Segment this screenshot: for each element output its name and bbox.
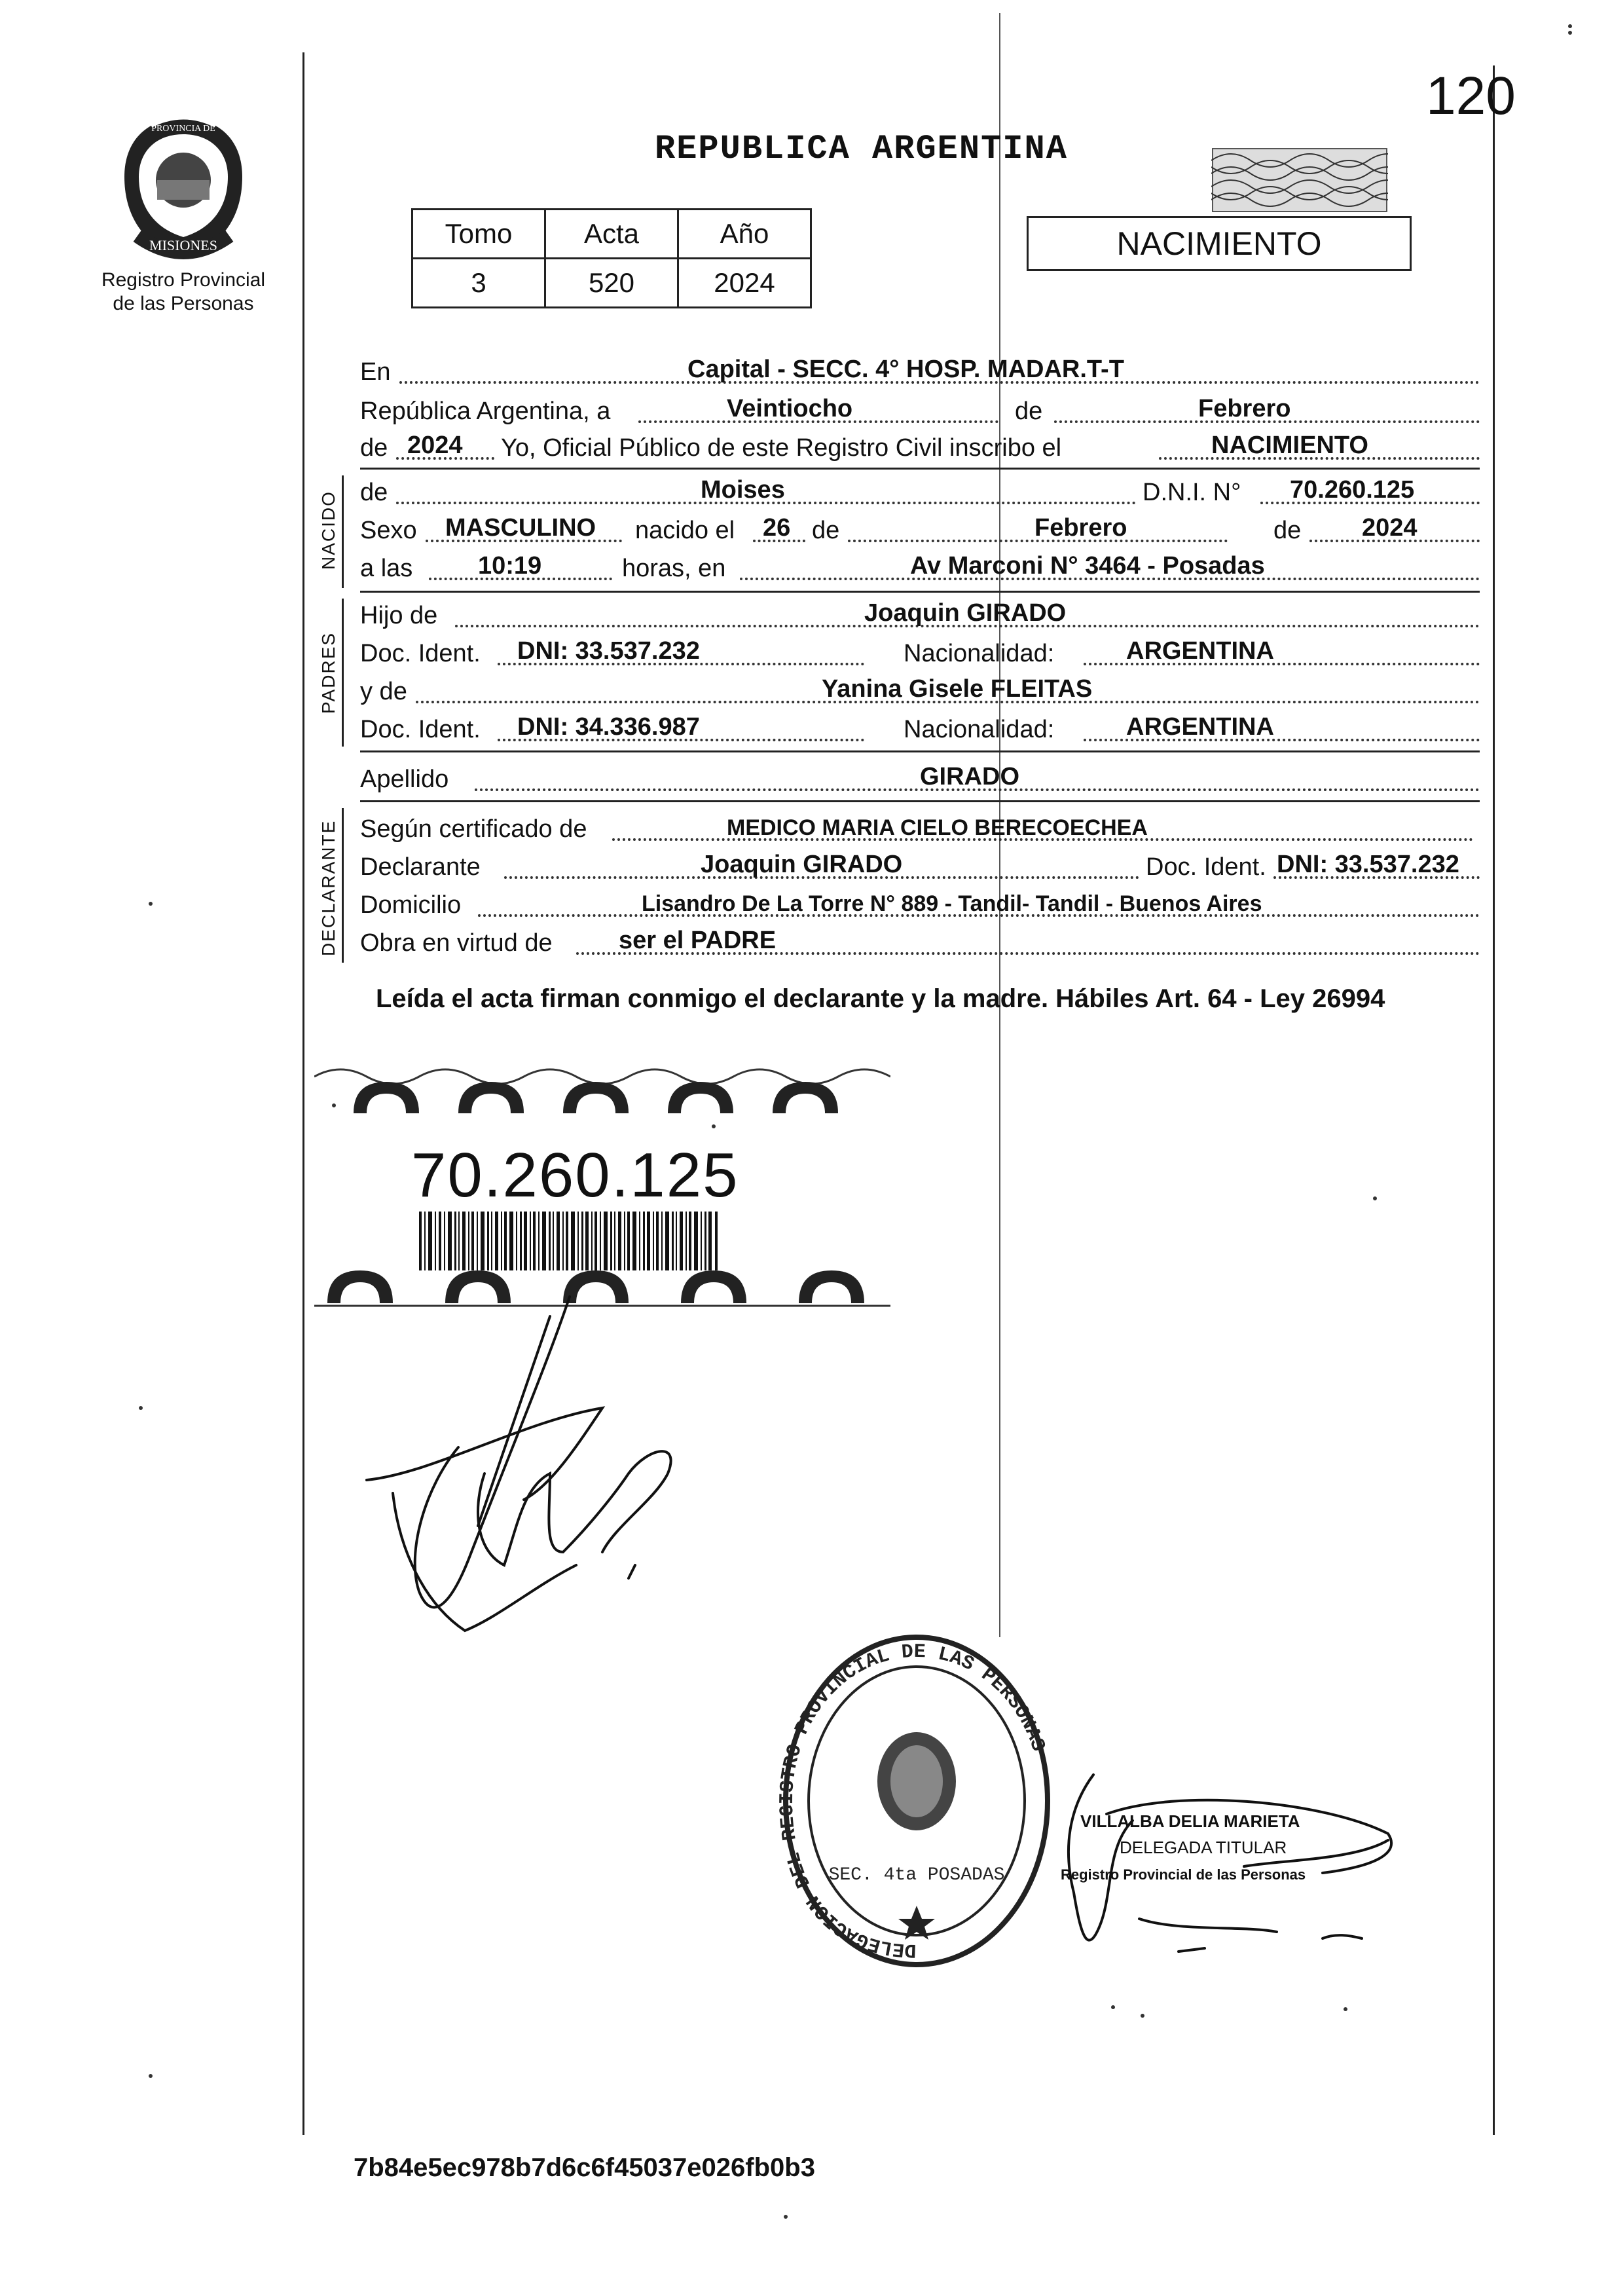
certificado-value: MEDICO MARIA CIELO BERECOECHEA	[727, 815, 1148, 840]
padres-bracket	[342, 599, 344, 747]
logo-bottom-text: MISIONES	[149, 237, 217, 253]
nacido-section-label: NACIDO	[318, 491, 338, 570]
official-name-text: VILLALBA DELIA MARIETA	[1080, 1811, 1300, 1831]
right-margin-line	[1493, 65, 1495, 2135]
value-anio: 2024	[678, 259, 811, 308]
anio-inscripcion-value: 2024	[407, 432, 463, 459]
padres-section-label: PADRES	[318, 631, 338, 714]
en-value: Capital - SECC. 4° HOSP. MADAR.T-T	[687, 356, 1124, 383]
padre-value: Joaquin GIRADO	[864, 599, 1067, 627]
registry-label-line1: Registro Provincial	[101, 269, 266, 291]
certificado-label: Según certificado de	[360, 815, 587, 843]
domicilio-label: Domicilio	[360, 891, 462, 919]
dia-nacimiento-value: 26	[763, 514, 791, 542]
en-label: En	[360, 358, 391, 386]
anio-nacimiento-value: 2024	[1362, 514, 1418, 542]
security-seal-pattern	[1211, 147, 1388, 213]
separator-1	[360, 468, 1480, 470]
declarante-bracket	[342, 808, 344, 963]
nombre-value: Moises	[701, 476, 785, 504]
de-label-3: de	[812, 517, 840, 544]
declarante-doc-label: Doc. Ident.	[1146, 853, 1266, 881]
madre-nac-value: ARGENTINA	[1126, 713, 1274, 741]
value-acta: 520	[545, 259, 678, 308]
registry-label	[79, 268, 288, 316]
row-apellido	[360, 761, 1480, 798]
record-table-header-row	[412, 210, 811, 259]
left-margin-line	[302, 52, 304, 2135]
registry-label-line2: de las Personas	[113, 293, 254, 314]
madre-value: Yanina Gisele FLEITAS	[822, 675, 1093, 703]
official-name-stamp	[1048, 1762, 1414, 1958]
mes-nacimiento-value: Febrero	[1034, 514, 1127, 542]
row-en	[360, 354, 1480, 390]
domicilio-value: Lisandro De La Torre N° 889 - Tandil- Tandil - Buenos Aires	[642, 891, 1262, 916]
stamp-ring-text: DELEGACION DEL RE TRO PROVINCIAL DE LAS PERSONAS	[779, 1640, 1050, 1961]
record-reference-table	[411, 208, 812, 308]
declarante-label: Declarante	[360, 853, 481, 881]
row-madre-doc	[360, 711, 1480, 748]
apellido-label: Apellido	[360, 766, 449, 793]
hijo-de-label: Hijo de	[360, 602, 438, 629]
inscripcion-value: NACIMIENTO	[1211, 432, 1368, 459]
dni-value: 70.260.125	[1290, 476, 1415, 504]
delegation-round-stamp	[779, 1631, 1054, 1984]
official-registry-text: Registro Provincial de las Personas	[1061, 1866, 1306, 1883]
header-acta: Acta	[545, 210, 678, 259]
dni-label: D.N.I. N°	[1143, 479, 1241, 506]
oficial-text: Yo, Oficial Público de este Registro Civil inscribo el	[501, 434, 1062, 462]
header-anio: Año	[678, 210, 811, 259]
padre-nac-label: Nacionalidad:	[904, 640, 1055, 667]
row-fecha-inscripcion	[360, 393, 1480, 430]
row-madre	[360, 673, 1480, 710]
padre-doc-value: DNI: 33.537.232	[517, 637, 700, 665]
value-tomo: 3	[412, 259, 545, 308]
row-obra	[360, 925, 1480, 961]
obra-value: ser el PADRE	[619, 927, 777, 954]
row-nombre	[360, 474, 1480, 511]
declarante-value: Joaquin GIRADO	[701, 851, 903, 878]
document-hash: 7b84e5ec978b7d6c6f45037e026fb0b3	[354, 2153, 815, 2182]
padre-doc-label: Doc. Ident.	[360, 640, 481, 667]
de-label-4: de	[1273, 517, 1302, 544]
official-role-text: DELEGADA TITULAR	[1120, 1838, 1287, 1857]
sexo-value: MASCULINO	[445, 514, 596, 542]
separator-3	[360, 750, 1480, 752]
separator-2	[360, 591, 1480, 593]
madre-doc-value: DNI: 34.336.987	[517, 713, 700, 741]
apellido-value: GIRADO	[920, 763, 1019, 790]
closing-statement: Leída el acta firman conmigo el declarante y la madre. Hábiles Art. 64 - Ley 26994	[376, 984, 1385, 1013]
header-tomo: Tomo	[412, 210, 545, 259]
nombre-label: de	[360, 479, 388, 506]
declarante-doc-value: DNI: 33.537.232	[1277, 851, 1459, 878]
logo-top-text: PROVINCIA DE	[151, 124, 215, 134]
row-hora-lugar	[360, 550, 1480, 587]
security-strip-top	[314, 1062, 890, 1115]
mes-inscripcion-value: Febrero	[1198, 395, 1291, 422]
y-de-label: y de	[360, 678, 407, 705]
horas-en-label: horas, en	[622, 555, 726, 582]
dia-inscripcion-value: Veintiocho	[727, 395, 853, 422]
row-oficial	[360, 430, 1480, 466]
de-label-2: de	[360, 434, 388, 462]
record-type-box: NACIMIENTO	[1027, 216, 1412, 271]
row-domicilio	[360, 887, 1480, 923]
id-sticker-number: 70.260.125	[411, 1140, 739, 1210]
sexo-label: Sexo	[360, 517, 417, 544]
nacido-el-label: nacido el	[635, 517, 735, 544]
row-declarante	[360, 849, 1480, 885]
row-sexo	[360, 512, 1480, 549]
separator-4	[360, 800, 1480, 802]
lugar-value: Av Marconi N° 3464 - Posadas	[910, 552, 1265, 580]
record-table-value-row	[412, 259, 811, 308]
rep-label: República Argentina, a	[360, 398, 611, 425]
declarant-signature	[354, 1277, 694, 1644]
stamp-center-text: SEC. 4ta POSADAS	[828, 1865, 1005, 1885]
hora-value: 10:19	[478, 552, 542, 580]
nacido-bracket	[342, 475, 344, 588]
madre-nac-label: Nacionalidad:	[904, 716, 1055, 743]
row-padre	[360, 597, 1480, 634]
row-certificado	[360, 811, 1480, 847]
page-number: 120	[1426, 66, 1516, 126]
row-padre-doc	[360, 635, 1480, 672]
a-las-label: a las	[360, 555, 413, 582]
padre-nac-value: ARGENTINA	[1126, 637, 1274, 665]
madre-doc-label: Doc. Ident.	[360, 716, 481, 743]
declarante-section-label: DECLARANTE	[318, 819, 338, 956]
de-label-1: de	[1015, 398, 1043, 425]
document-title: REPUBLICA ARGENTINA	[655, 130, 1068, 168]
obra-label: Obra en virtud de	[360, 929, 553, 957]
